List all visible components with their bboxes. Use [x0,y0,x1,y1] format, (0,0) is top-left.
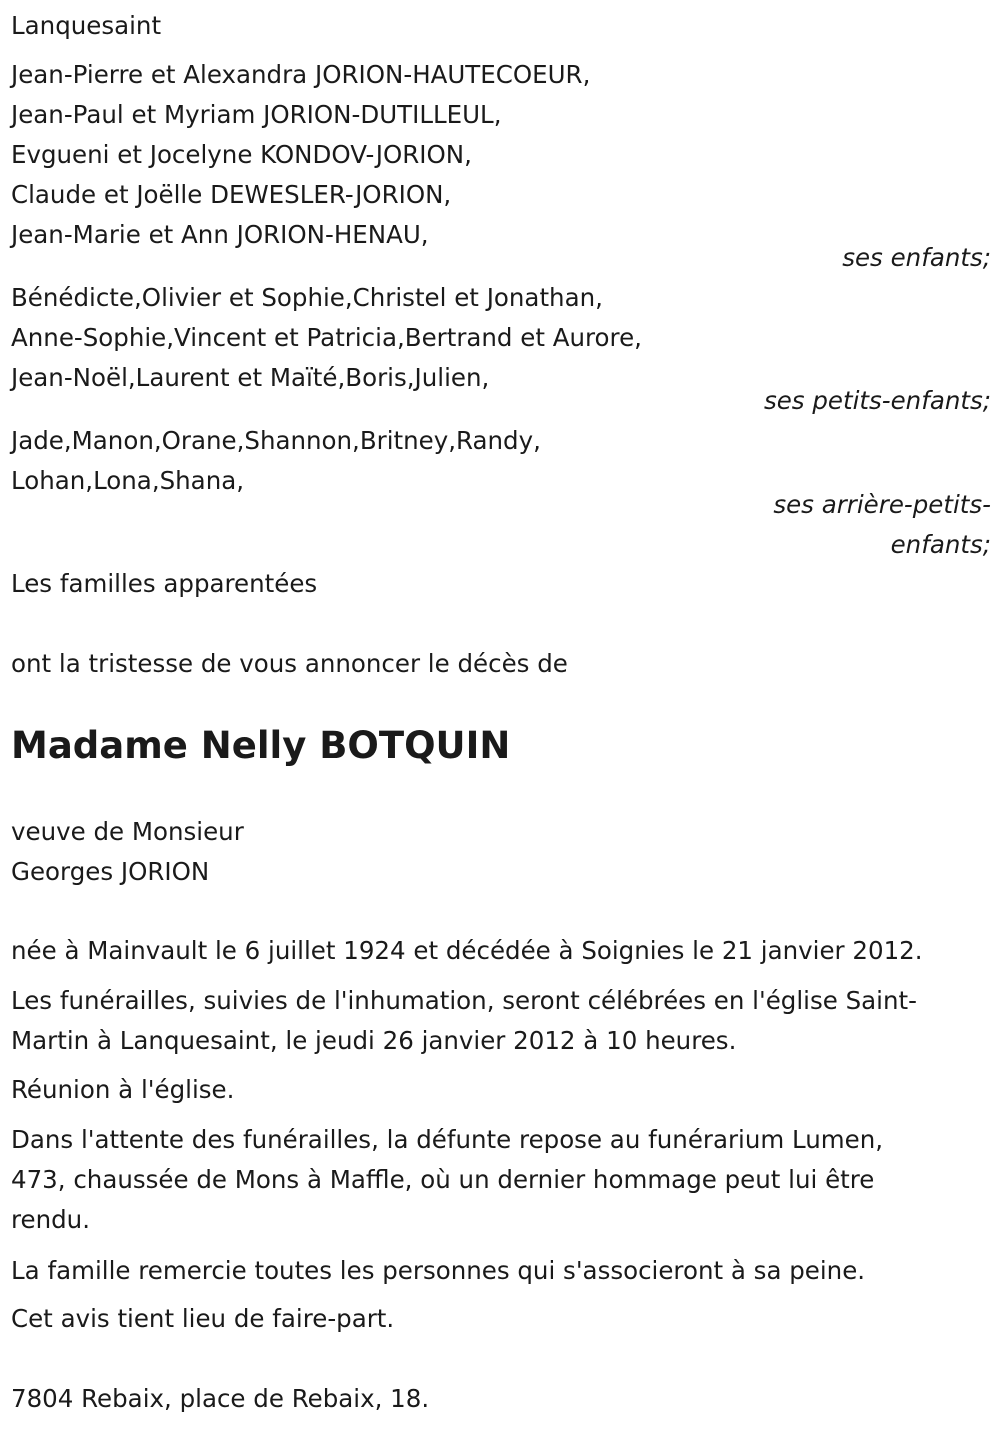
birth-death-info: née à Mainvault le 6 juillet 1924 et décédée à Soignies le 21 janvier 2012. [11,936,923,965]
child-line: Jean-Marie et Ann JORION-HENAU, [11,220,429,249]
address-text: 7804 Rebaix, place de Rebaix, 18. [11,1384,430,1413]
repose-line: Dans l'attente des funérailles, la défunte repose au funérarium Lumen, [11,1125,884,1154]
funeral-line: Martin à Lanquesaint, le jeudi 26 janvier 2012 à 10 heures. [11,1026,737,1055]
thanks-text: La famille remercie toutes les personnes qui s'associeront à sa peine. [11,1256,866,1285]
funeral-info [11,981,917,1061]
child-line: Jean-Paul et Myriam JORION-DUTILLEUL, [11,100,502,129]
widow-line: Georges JORION [11,857,210,886]
child-line: Jean-Pierre et Alexandra JORION-HAUTECOEUR, [11,60,591,89]
grandchildren-label: ses petits-enfants; [763,386,991,415]
child-line: Evgueni et Jocelyne KONDOV-JORION, [11,140,472,169]
grandchild-line: Bénédicte,Olivier et Sophie,Christel et Jonathan, [11,283,603,312]
notice-text: Cet avis tient lieu de faire-part. [11,1304,395,1333]
great-grandchildren-label-line: enfants; [890,530,991,559]
widow-of [11,812,244,892]
grandchild-line: Jean-Noël,Laurent et Maïté,Boris,Julien, [11,363,490,392]
meeting-info: Réunion à l'église. [11,1075,235,1104]
children-list [11,55,991,255]
repose-line: 473, chaussée de Mons à Maffle, où un dernier hommage peut lui être [11,1165,875,1194]
great-grandchild-line: Jade,Manon,Orane,Shannon,Britney,Randy, [11,426,541,455]
deceased-name: Madame Nelly BOTQUIN [11,724,511,767]
great-grandchildren-label-line: ses arrière-petits- [773,490,991,519]
repose-info [11,1120,883,1240]
grandchild-line: Anne-Sophie,Vincent et Patricia,Bertrand et Aurore, [11,323,642,352]
great-grandchildren-label [11,485,991,565]
widow-line: veuve de Monsieur [11,817,244,846]
great-grandchild-line: Lohan,Lona,Shana, [11,466,245,495]
grandchildren-list [11,278,991,398]
announcement-text: ont la tristesse de vous annoncer le décès de [11,649,568,678]
child-line: Claude et Joëlle DEWESLER-JORION, [11,180,452,209]
funeral-line: Les funérailles, suivies de l'inhumation, seront célébrées en l'église Saint- [11,986,917,1015]
children-label: ses enfants; [842,243,991,272]
town-name: Lanquesaint [11,11,162,40]
repose-line: rendu. [11,1205,91,1234]
related-families: Les familles apparentées [11,569,318,598]
